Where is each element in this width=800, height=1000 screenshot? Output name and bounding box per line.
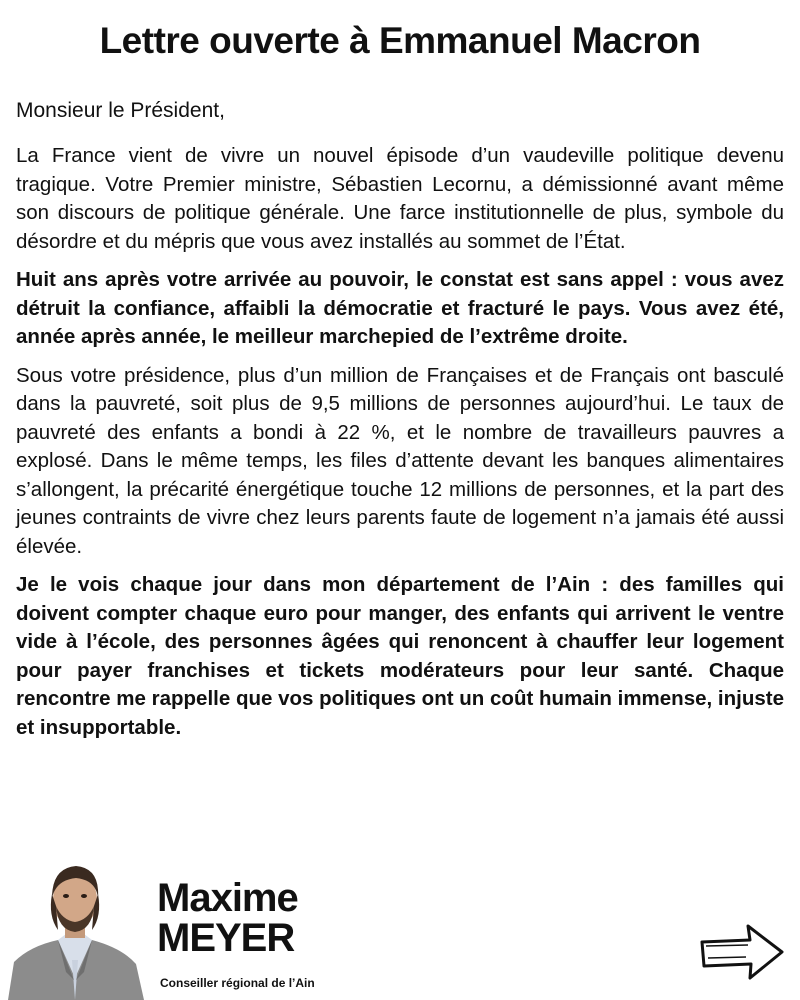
signature-role: Conseiller régional de l’Ain (160, 976, 315, 990)
paragraph-2-bold: Huit ans après votre arrivée au pouvoir, le constat est sans appel : vous avez détruit la confiance, affaibli la démocratie et fracturé le pays. Vous avez été, année après année, le meilleur marchepied de l’extrême droite. (16, 268, 784, 348)
letter-body (16, 96, 784, 752)
paragraph-3: Sous votre présidence, plus d’un million de Françaises et de Français ont basculé dans la pauvreté, soit plus de 9,5 millions de personnes aujourd’hui. Le taux de pauvreté des enfants a bondi à 22 %, et le nombre de travailleurs pauvres a explosé. Dans le même temps, les files d’attente devant les banques alimentaires s’allongent, la précarité énergétique touche 12 millions de personnes, et la part des jeunes contraints de vivre chez leurs parents faute de logement n’a jamais été aussi élevée. (16, 363, 784, 558)
signature-last-name: MEYER (157, 916, 295, 960)
arrow-right-icon[interactable] (698, 918, 788, 983)
paragraph-4-bold: Je le vois chaque jour dans mon département de l’Ain : des familles qui doivent compter chaque euro pour manger, des enfants qui arrivent le ventre vide à l’école, des personnes âgées qui renoncent à chauffer leur logement pour payer franchises et tickets modérateurs pour leur santé. Chaque rencontre me rappelle que vos politiques ont un coût humain immense, injuste et insupportable. (16, 573, 784, 739)
portrait-photo (0, 850, 150, 1000)
paragraph-1: La France vient de vivre un nouvel épisode d’un vaudeville politique devenu tragique. Votre Premier ministre, Sébastien Lecornu, a démissionné avant même son discours de politique générale. Une farce institutionnelle de plus, symbole du désordre et du mépris que vous avez installés au sommet de l’État. (16, 144, 784, 253)
signature-first-name: Maxime (157, 876, 298, 920)
letter-title: Lettre ouverte à Emmanuel Macron (99, 20, 701, 61)
salutation: Monsieur le Président, (16, 99, 225, 122)
signature-name (157, 878, 298, 958)
